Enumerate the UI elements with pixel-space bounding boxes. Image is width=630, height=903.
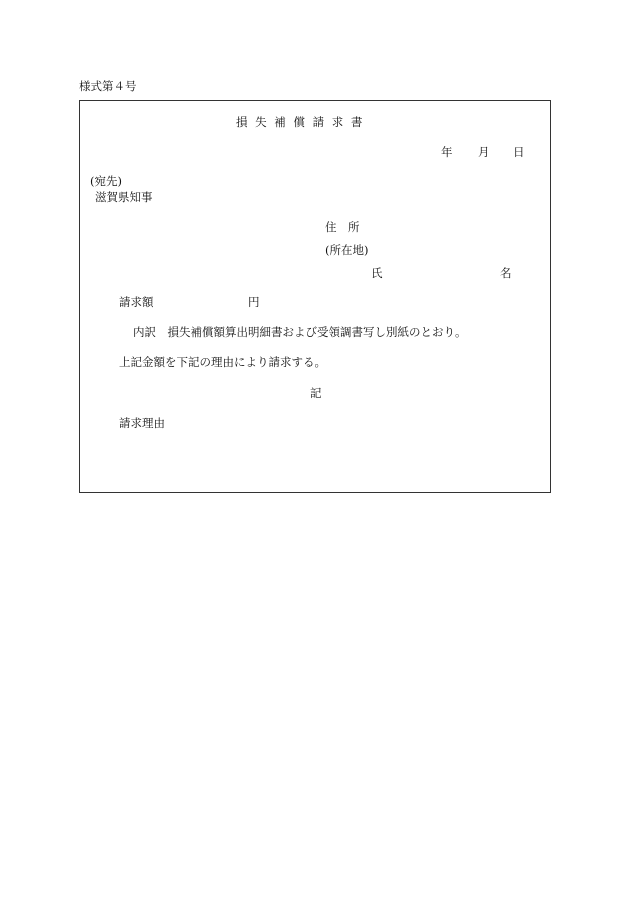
reason-label: 請求理由	[119, 416, 165, 430]
addressee-name: 滋賀県知事	[95, 190, 153, 204]
form-number: 様式第４号	[79, 79, 137, 93]
date-year-label: 年	[441, 145, 453, 159]
addressee-label: (宛先)	[90, 174, 122, 188]
name-label-right: 名	[500, 266, 512, 280]
statement-text: 上記金額を下記の理由により請求する。	[119, 355, 326, 369]
amount-unit: 円	[248, 295, 260, 309]
location-label: (所在地)	[325, 243, 369, 257]
ki-heading: 記	[310, 386, 322, 400]
name-label-left: 氏	[371, 266, 383, 280]
amount-label: 請求額	[119, 295, 154, 309]
address-label: 住 所	[325, 220, 360, 234]
document-title: 損 失 補 償 請 求 書	[236, 115, 363, 129]
breakdown-text: 内訳 損失補償額算出明細書および受領調書写し別紙のとおり。	[133, 325, 467, 339]
date-day-label: 日	[513, 145, 525, 159]
date-month-label: 月	[478, 145, 490, 159]
